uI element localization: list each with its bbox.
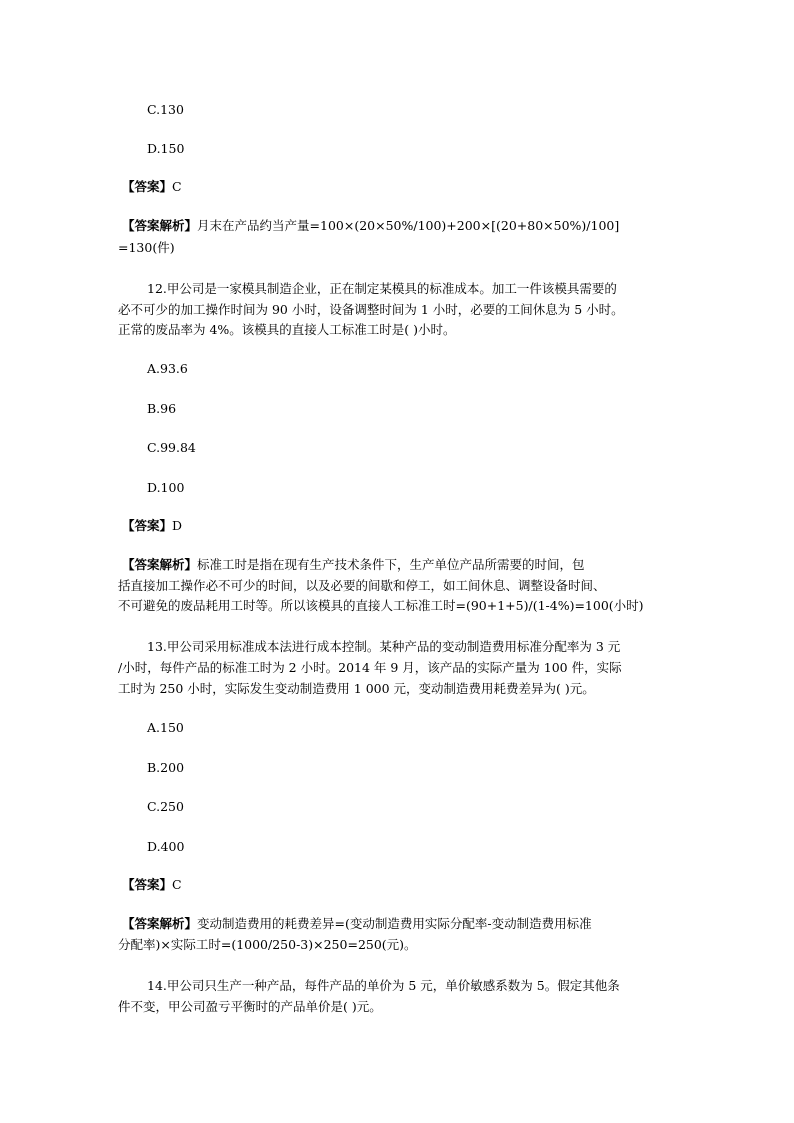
option-c: C.130 (147, 102, 184, 117)
question-text: 工时为 250 小时，实际发生变动制造费用 1 000 元，变动制造费用耗费差异为( )元。 (118, 681, 595, 696)
analysis-text: 月末在产品约当产量=100×(20×50%/100)+200×[(20+80×50%)/100] (197, 218, 620, 233)
answer-value: C (172, 179, 182, 194)
analysis-text: 标准工时是指在现有生产技术条件下，生产单位产品所需要的时间，包 (197, 557, 585, 572)
question-text: /小时，每件产品的标准工时为 2 小时。2014 年 9 月，该产品的实际产量为 100 件，实际 (118, 660, 622, 675)
option-b: B.96 (147, 401, 177, 416)
question-text: 13.甲公司采用标准成本法进行成本控制。某种产品的变动制造费用标准分配率为 3 元 (147, 639, 621, 654)
answer (122, 179, 182, 195)
question-text: 必不可少的加工操作时间为 90 小时，设备调整时间为 1 小时，必要的工间休息为 5 小时。 (118, 302, 624, 317)
answer-value: D (172, 518, 183, 533)
analysis-text: 分配率)×实际工时=(1000/250-3)×250=250(元)。 (118, 937, 417, 952)
answer (122, 518, 182, 534)
analysis (122, 916, 592, 932)
question-text: 正常的废品率为 4%。该模具的直接人工标准工时是( )小时。 (118, 322, 456, 337)
answer-value: C (172, 877, 182, 892)
option-c: C.99.84 (147, 440, 196, 455)
answer-label: 【答案】 (122, 518, 173, 533)
question-text: 件不变，甲公司盈亏平衡时的产品单价是( )元。 (118, 999, 382, 1014)
option-a: A.93.6 (147, 361, 188, 376)
answer (122, 877, 182, 893)
analysis-label: 【答案解析】 (122, 218, 198, 233)
option-d: D.400 (147, 839, 185, 854)
option-d: D.150 (147, 141, 185, 156)
question-text: 14.甲公司只生产一种产品，每件产品的单价为 5 元，单价敏感系数为 5。假定其他条 (147, 978, 620, 993)
analysis-text: =130(件) (118, 240, 175, 255)
analysis (122, 218, 619, 234)
question-text: 12.甲公司是一家模具制造企业，正在制定某模具的标准成本。加工一件该模具需要的 (147, 281, 617, 296)
answer-label: 【答案】 (122, 877, 173, 892)
option-a: A.150 (147, 720, 184, 735)
analysis-text: 不可避免的废品耗用工时等。所以该模具的直接人工标准工时=(90+1+5)/(1-4%)=100(小时) (118, 598, 644, 613)
option-b: B.200 (147, 760, 185, 775)
option-c: C.250 (147, 799, 184, 814)
analysis-text: 括直接加工操作必不可少的时间，以及必要的间歇和停工，如工间休息、调整设备时间、 (118, 578, 606, 593)
answer-label: 【答案】 (122, 179, 173, 194)
analysis-label: 【答案解析】 (122, 557, 198, 572)
option-d: D.100 (147, 480, 185, 495)
analysis-text: 变动制造费用的耗费差异=(变动制造费用实际分配率-变动制造费用标准 (197, 916, 592, 931)
analysis-label: 【答案解析】 (122, 916, 198, 931)
analysis (122, 557, 585, 573)
